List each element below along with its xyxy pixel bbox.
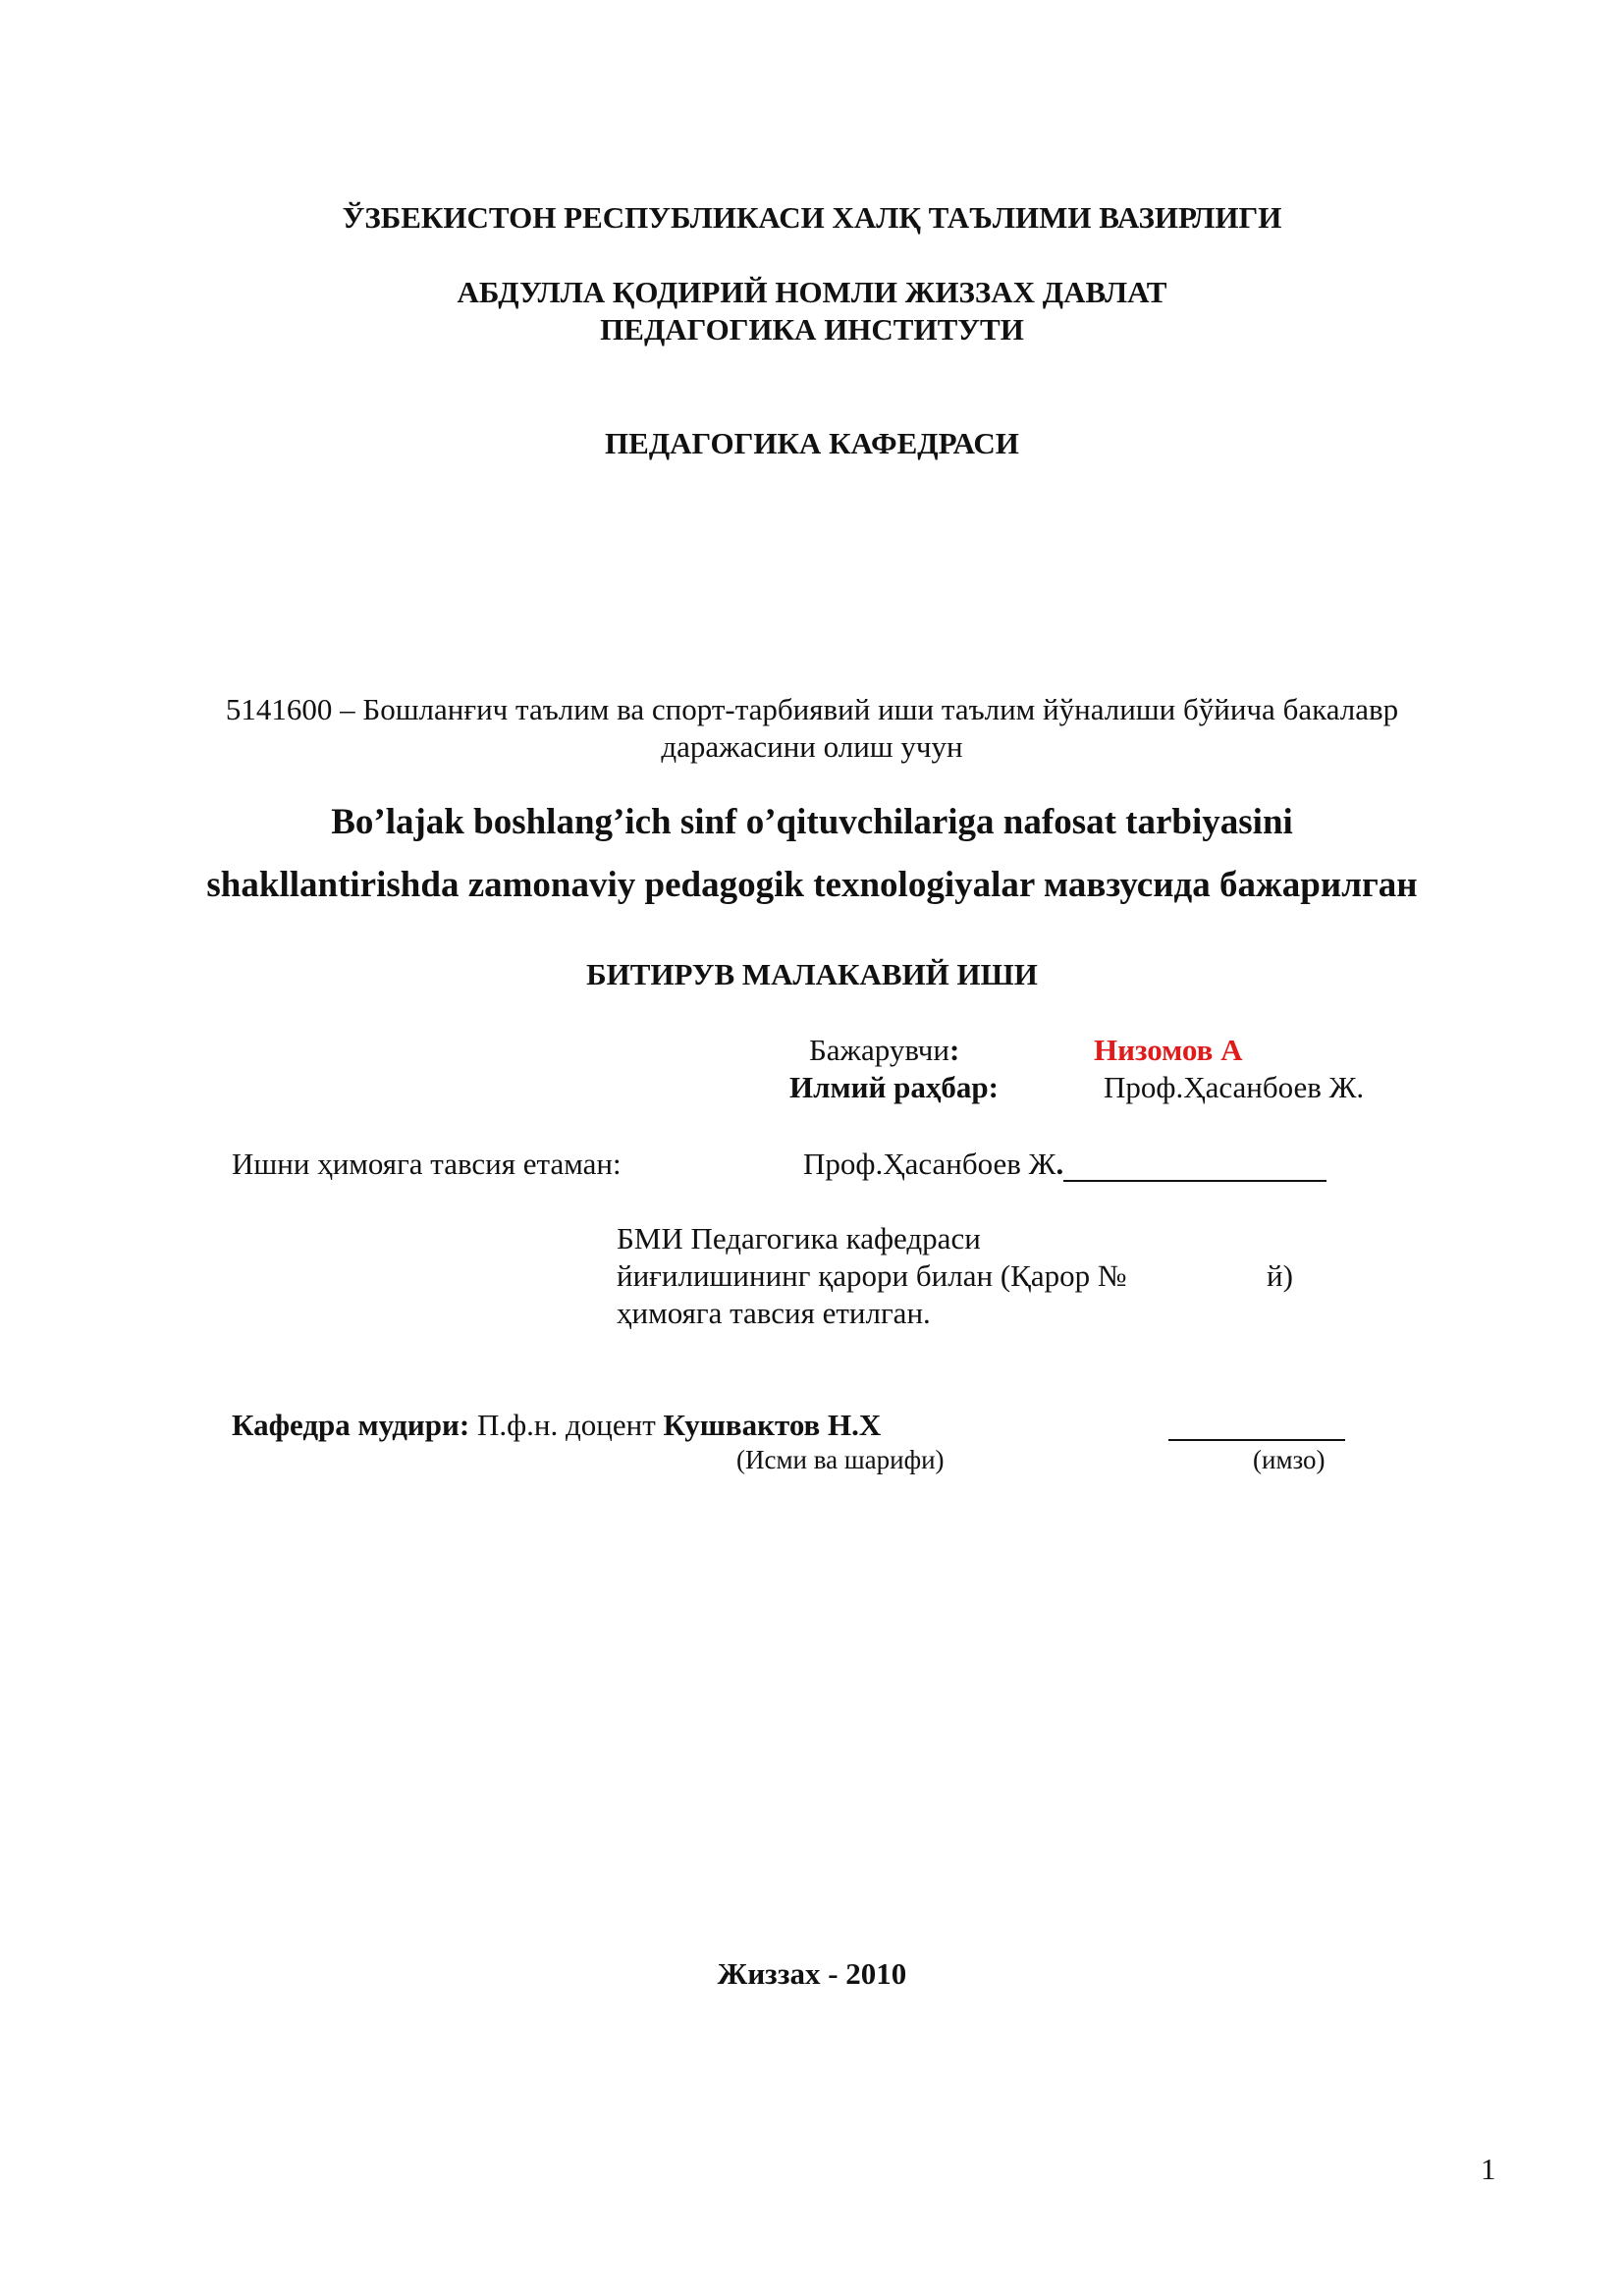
work-type-heading: БИТИРУВ МАЛАКАВИЙ ИШИ bbox=[586, 957, 1038, 991]
degree-line2: даражасини олиш учун bbox=[661, 729, 963, 764]
supervisor-name: Проф.Ҳасанбоев Ж. bbox=[1104, 1070, 1365, 1104]
degree-line1: 5141600 – Бошланғич таълим ва спорт-тарбиявий иши таълим йўналиши бўйича бакалавр bbox=[225, 692, 1399, 726]
approval-line3: ҳимояга тавсия етилган. bbox=[617, 1296, 931, 1330]
author-label: Бажарувчи bbox=[809, 1033, 949, 1067]
topic-line1: Bo’lajak boshlang’ich sinf o’qituvchilariga nafosat tarbiyasini bbox=[331, 802, 1293, 842]
recommend-dot: . bbox=[1056, 1147, 1064, 1181]
institute-heading-line2: ПЕДАГОГИКА ИНСТИТУТИ bbox=[600, 312, 1024, 347]
signature-caption: (имзо) bbox=[1253, 1445, 1326, 1474]
institute-heading-line1: АБДУЛЛА ҚОДИРИЙ НОМЛИ ЖИЗЗАХ ДАВЛАТ bbox=[457, 275, 1167, 309]
recommend-label: Ишни ҳимояга тавсия етаман: bbox=[232, 1147, 622, 1181]
department-head-label: Кафедра мудири: bbox=[232, 1408, 470, 1442]
page-number: 1 bbox=[1481, 2152, 1496, 2186]
topic-line2: shakllantirishda zamonaviy pedagogik texnologiyalar мавзусида бажарилган bbox=[206, 865, 1418, 905]
department-head-line bbox=[232, 1408, 881, 1443]
recommend-signature-line bbox=[803, 1147, 1326, 1182]
department-head-name: Кушвактов Н.Х bbox=[663, 1408, 882, 1442]
author-label-colon: : bbox=[948, 1033, 960, 1067]
supervisor-label: Илмий раҳбар: bbox=[789, 1070, 999, 1104]
recommend-name: Проф.Ҳасанбоев Ж bbox=[803, 1147, 1056, 1181]
recommend-signature-blank bbox=[1063, 1150, 1326, 1182]
department-heading: ПЕДАГОГИКА КАФЕДРАСИ bbox=[605, 426, 1019, 460]
approval-line2-end: й) bbox=[1267, 1258, 1293, 1293]
approval-line2: йиғилишининг қарори билан (Қарор № bbox=[617, 1258, 1127, 1293]
city-year: Жиззах - 2010 bbox=[717, 1956, 907, 1991]
department-head-title: П.ф.н. доцент bbox=[476, 1408, 656, 1442]
name-caption: (Исми ва шарифи) bbox=[736, 1445, 945, 1474]
head-signature-blank bbox=[1168, 1410, 1345, 1441]
author-name: Низомов А bbox=[1094, 1033, 1243, 1067]
approval-line1: БМИ Педагогика кафедраси bbox=[617, 1221, 981, 1255]
ministry-heading: ЎЗБЕКИСТОН РЕСПУБЛИКАСИ ХАЛҚ ТАЪЛИМИ ВАЗИРЛИГИ bbox=[342, 200, 1282, 235]
author-label-line bbox=[809, 1033, 959, 1068]
